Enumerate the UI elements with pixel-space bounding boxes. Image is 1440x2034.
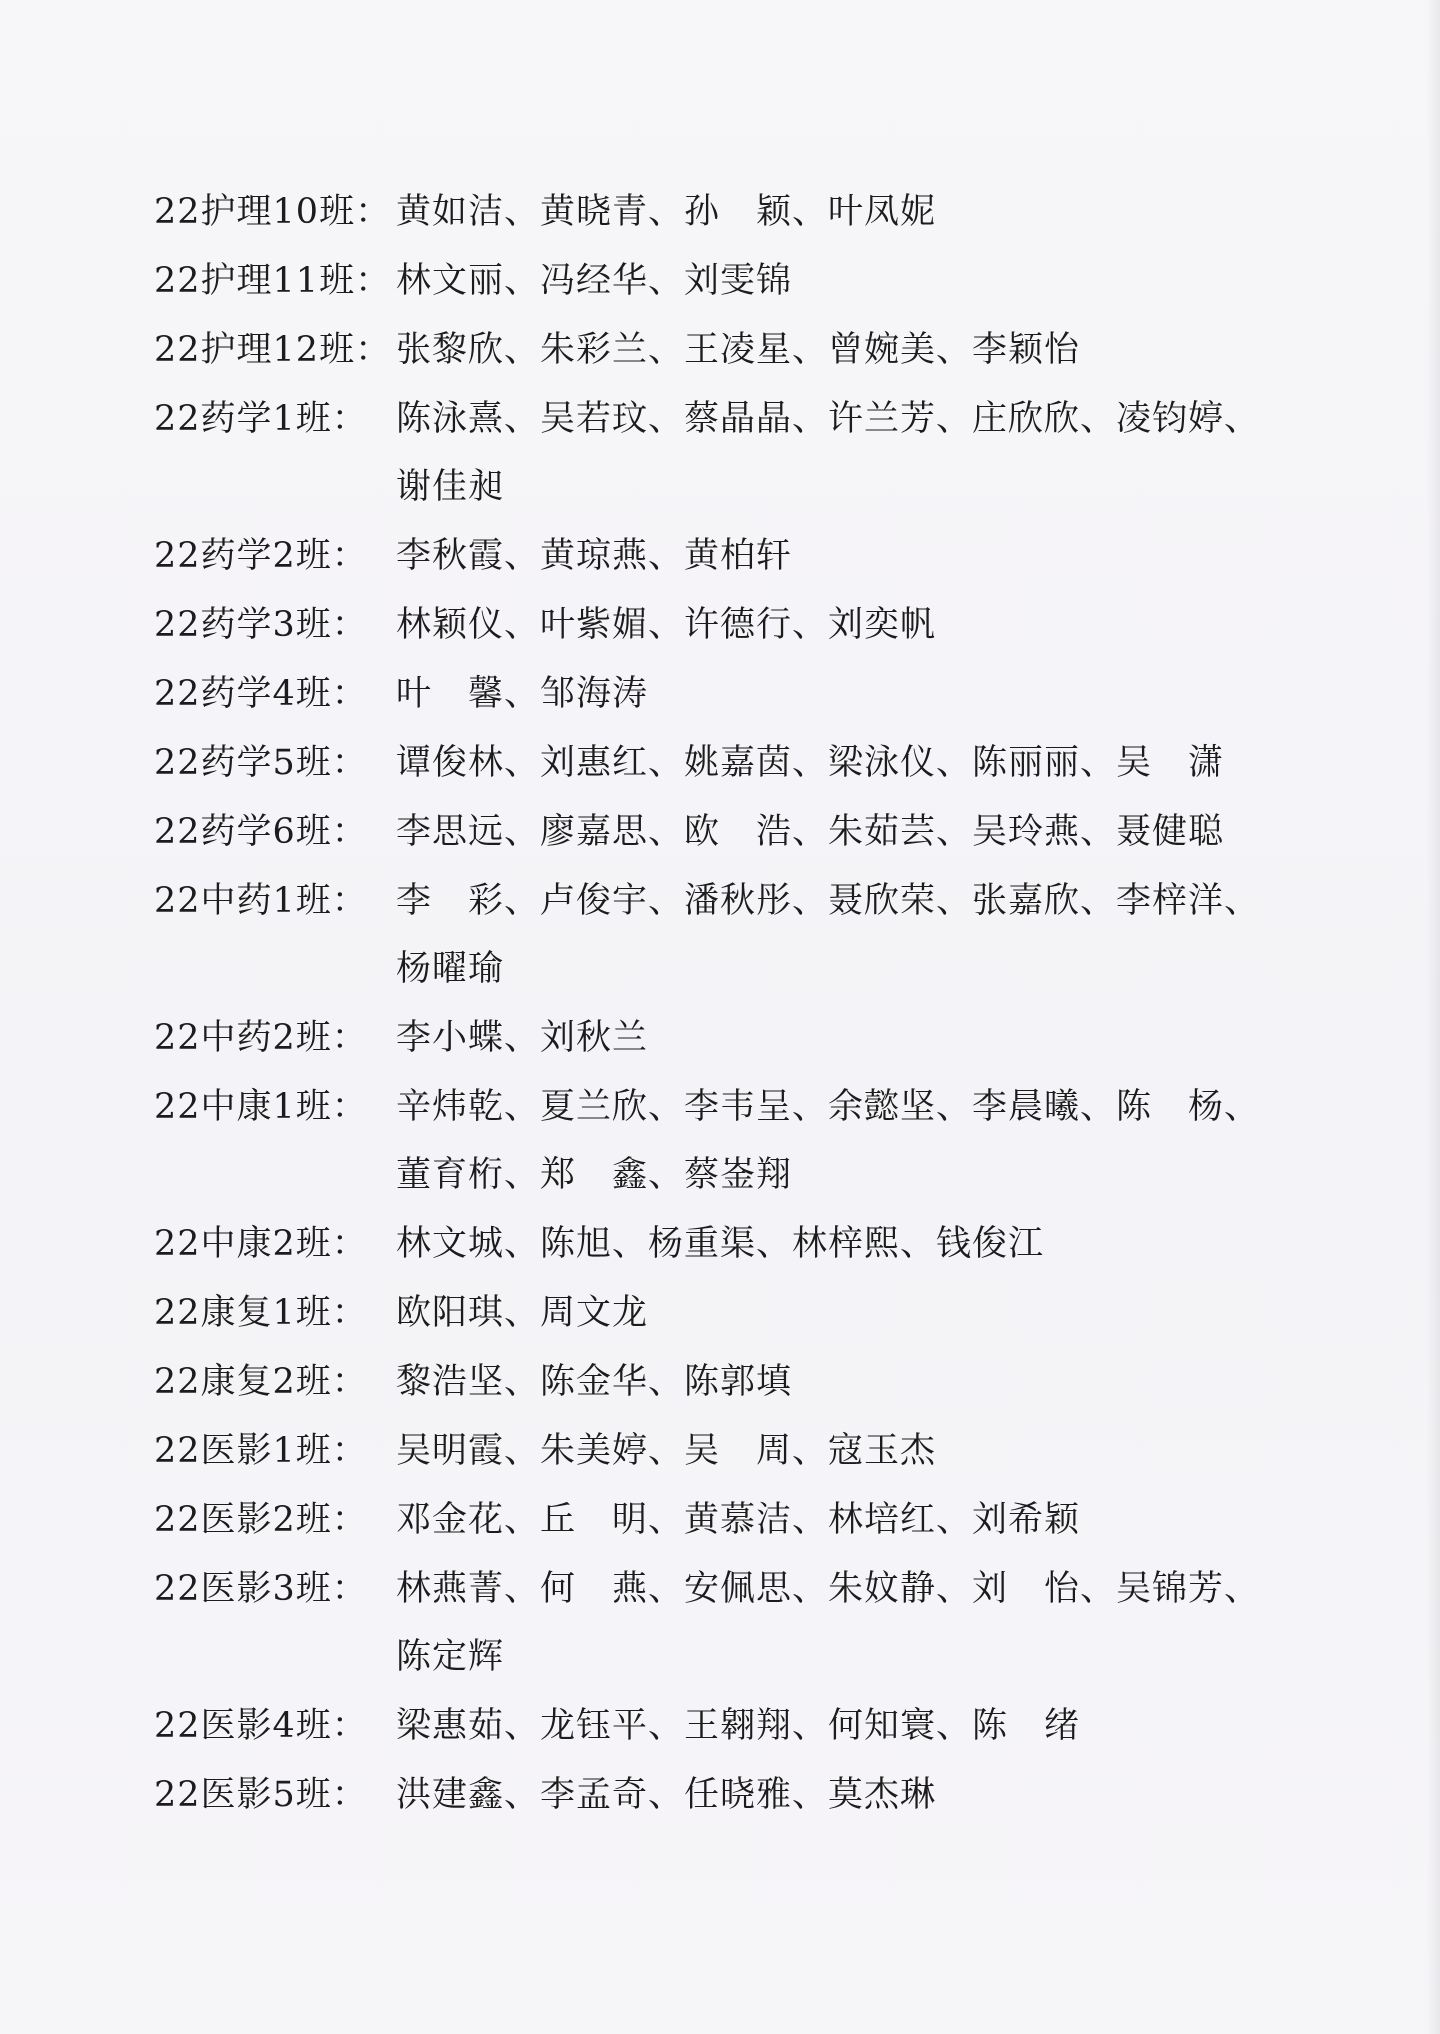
class-entry [154, 1761, 1334, 1829]
class-label: 22药学4班： [154, 674, 368, 714]
student-names [396, 867, 1334, 1003]
class-label: 22医影4班： [154, 1706, 368, 1746]
class-label: 22护理11班： [154, 261, 392, 301]
names-line: 杨曜瑜 [396, 949, 505, 989]
names-line: 叶 馨、邹海涛 [396, 674, 649, 714]
names-line: 董育桁、郑 鑫、蔡崟翔 [396, 1155, 793, 1195]
student-names [396, 1073, 1334, 1209]
student-names [396, 522, 1334, 590]
class-entry [154, 316, 1334, 384]
class-entry [154, 1279, 1334, 1347]
names-line: 黎浩坚、陈金华、陈郭填 [396, 1362, 793, 1402]
student-names [396, 1692, 1334, 1760]
student-names [396, 729, 1334, 797]
class-entry [154, 522, 1334, 590]
student-names [396, 1486, 1334, 1554]
class-label: 22药学6班： [154, 812, 368, 852]
names-line: 梁惠茹、龙钰平、王翱翔、何知寰、陈 绪 [396, 1706, 1081, 1746]
class-entry [154, 1692, 1334, 1760]
class-entry [154, 1486, 1334, 1554]
class-entry [154, 867, 1334, 1003]
names-line: 陈定辉 [396, 1637, 505, 1677]
class-label: 22医影5班： [154, 1775, 368, 1815]
page-edge-shadow [1426, 0, 1440, 2034]
class-label: 22中药1班： [154, 881, 368, 921]
class-entry [154, 1210, 1334, 1278]
names-line: 林燕菁、何 燕、安佩思、朱妏静、刘 怡、吴锦芳、 [396, 1569, 1261, 1609]
class-label: 22药学5班： [154, 743, 368, 783]
names-line: 辛炜乾、夏兰欣、李韦呈、余懿坚、李晨曦、陈 杨、 [396, 1087, 1261, 1127]
names-line: 吴明霞、朱美婷、吴 周、寇玉杰 [396, 1431, 937, 1471]
class-label: 22医影3班： [154, 1569, 368, 1609]
class-entry [154, 178, 1334, 246]
class-label: 22药学2班： [154, 536, 368, 576]
student-names [396, 1417, 1334, 1485]
student-names [396, 385, 1334, 521]
student-names [396, 1761, 1334, 1829]
names-line: 邓金花、丘 明、黄慕洁、林培红、刘希颖 [396, 1500, 1081, 1540]
student-names [396, 178, 1334, 246]
class-label: 22护理10班： [154, 192, 392, 232]
class-label: 22医影1班： [154, 1431, 368, 1471]
names-line: 洪建鑫、李孟奇、任晓雅、莫杰琳 [396, 1775, 937, 1815]
class-label: 22药学1班： [154, 399, 368, 439]
class-entry [154, 1417, 1334, 1485]
student-names [396, 798, 1334, 866]
class-label: 22护理12班： [154, 330, 392, 370]
class-entry [154, 1555, 1334, 1691]
names-line: 谭俊林、刘惠红、姚嘉茵、梁泳仪、陈丽丽、吴 潇 [396, 743, 1225, 783]
class-entry [154, 1348, 1334, 1416]
class-entry [154, 729, 1334, 797]
student-names [396, 247, 1334, 315]
class-entry [154, 798, 1334, 866]
names-line: 谢佳昶 [396, 467, 505, 507]
name-list [154, 178, 1334, 1830]
student-names [396, 1210, 1334, 1278]
names-line: 欧阳琪、周文龙 [396, 1293, 649, 1333]
class-entry [154, 591, 1334, 659]
student-names [396, 1004, 1334, 1072]
class-label: 22药学3班： [154, 605, 368, 645]
class-label: 22医影2班： [154, 1500, 368, 1540]
names-line: 张黎欣、朱彩兰、王凌星、曾婉美、李颖怡 [396, 330, 1081, 370]
student-names [396, 1348, 1334, 1416]
student-names [396, 1555, 1334, 1691]
class-entry [154, 1073, 1334, 1209]
class-entry [154, 660, 1334, 728]
names-line: 黄如洁、黄晓青、孙 颖、叶凤妮 [396, 192, 937, 232]
student-names [396, 1279, 1334, 1347]
class-entry [154, 247, 1334, 315]
names-line: 李小蝶、刘秋兰 [396, 1018, 649, 1058]
class-label: 22中药2班： [154, 1018, 368, 1058]
names-line: 林颖仪、叶紫媚、许德行、刘奕帆 [396, 605, 937, 645]
class-label: 22康复2班： [154, 1362, 368, 1402]
names-line: 陈泳熹、吴若玟、蔡晶晶、许兰芳、庄欣欣、凌钧婷、 [396, 399, 1261, 439]
student-names [396, 660, 1334, 728]
class-label: 22中康2班： [154, 1224, 368, 1264]
names-line: 林文丽、冯经华、刘雯锦 [396, 261, 793, 301]
class-entry [154, 385, 1334, 521]
names-line: 李秋霞、黄琼燕、黄柏轩 [396, 536, 793, 576]
class-label: 22康复1班： [154, 1293, 368, 1333]
names-line: 李 彩、卢俊宇、潘秋彤、聂欣荣、张嘉欣、李梓洋、 [396, 881, 1261, 921]
names-line: 李思远、廖嘉思、欧 浩、朱茹芸、吴玲燕、聂健聪 [396, 812, 1225, 852]
student-names [396, 591, 1334, 659]
class-entry [154, 1004, 1334, 1072]
class-label: 22中康1班： [154, 1087, 368, 1127]
names-line: 林文城、陈旭、杨重渠、林梓熙、钱俊江 [396, 1224, 1045, 1264]
student-names [396, 316, 1334, 384]
